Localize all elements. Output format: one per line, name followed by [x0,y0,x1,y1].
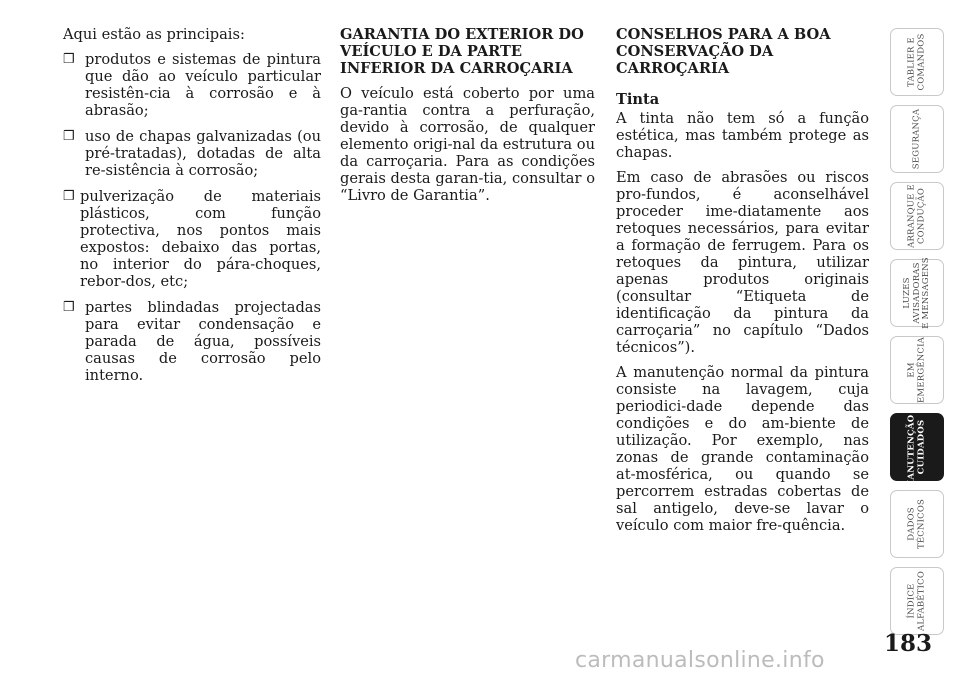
intro-text: Aqui estão as principais: [63,26,245,43]
paint-paragraph-1: A tinta não tem só a função estética, mas também protege as chapas. [616,110,869,161]
checkbox-bullet-icon: ❒ [63,52,75,67]
tab-luzes-avisadoras[interactable] [890,259,944,327]
checkbox-bullet-icon: ❒ [63,189,75,204]
section-heading-warranty: GARANTIA DO EXTERIOR DO VEÍCULO E DA PARTE INFERIOR DA CARROÇARIA [340,26,584,77]
list-item [63,188,321,290]
paint-paragraph-3: A manutenção normal da pintura consiste na lavagem, cuja periodici-dade depende das condições e do am-biente de utilização. Por exemplo, nas zonas de grande contaminação at-mosférica, ou quando se percorrem estradas cobertas de sal antigelo, deve-se lavar o veículo com maior fre-quência. [616,364,869,534]
tab-label: SEGURANÇA [911,108,922,170]
tab-label: LUZES AVISADORAS E MENSAGENS [901,257,931,329]
subheading-paint: Tinta [616,91,660,108]
list-item-text: partes blindadas projectadas para evitar condensação e parada de água, possíveis causas de corrosão pelo interno. [85,299,321,384]
section-heading-conservation: CONSELHOS PARA A BOA CONSERVAÇÃO DA CARROÇARIA [616,26,831,77]
tab-dados-tecnicos[interactable] [890,490,944,558]
paint-paragraph-2: Em caso de abrasões ou riscos pro-fundos, é aconselhável proceder ime-diatamente aos retoques necessários, para evitar a formação de ferrugem. Para os retoques da pintura, utilizar apenas produtos originais (consultar “Etiqueta de identificação da pintura da carroçaria” no capítulo “Dados técnicos”). [616,169,869,356]
column-left [63,26,321,393]
tab-label: EM EMERGÊNCIA [906,337,926,403]
list-item-text: uso de chapas galvanizadas (ou pré-tratadas), dotadas de alta re-sistência à corrosão; [85,128,321,179]
tab-indice-alfabetico[interactable] [890,567,944,635]
tab-tablier-comandos[interactable] [890,28,944,96]
tab-label: DADOS TÉCNICOS [906,498,926,550]
tab-label: TABLIER E COMANDOS [906,33,926,91]
list-item [63,299,321,384]
tab-label: ARRANQUE E CONDUÇÃO [906,184,926,248]
page-number: 183 [884,630,933,657]
tab-label: MANUTENÇÃO E CUIDADOS [906,404,926,490]
tab-seguranca[interactable] [890,105,944,173]
checkbox-bullet-icon: ❒ [63,129,75,144]
column-right [616,26,869,542]
column-middle [340,26,595,212]
list-item [63,51,321,119]
list-item-text: pulverização de materiais plásticos, com função protectiva, nos pontos mais expostos: debaixo das portas, no interior do pára-choques, rebor-dos, etc; [80,188,321,290]
watermark: carmanualsonline.info [575,648,825,673]
list-item-text: produtos e sistemas de pintura que dão ao veículo particular resistên-cia à corrosão e à abrasão; [85,51,321,119]
checkbox-bullet-icon: ❒ [63,300,75,315]
tab-manutencao-cuidados[interactable] [890,404,944,490]
tab-arranque-conducao[interactable] [890,182,944,250]
list-item [63,128,321,179]
tab-em-emergencia[interactable] [890,336,944,404]
tab-label: ÍNDICE ALFABÉTICO [906,570,926,632]
warranty-paragraph: O veículo está coberto por uma ga-rantia contra a perfuração, devido à corrosão, de qualquer elemento origi-nal da estrutura ou da carroçaria. Para as condições gerais desta garan-tia, consultar o “Livro de Garantia”. [340,85,595,204]
